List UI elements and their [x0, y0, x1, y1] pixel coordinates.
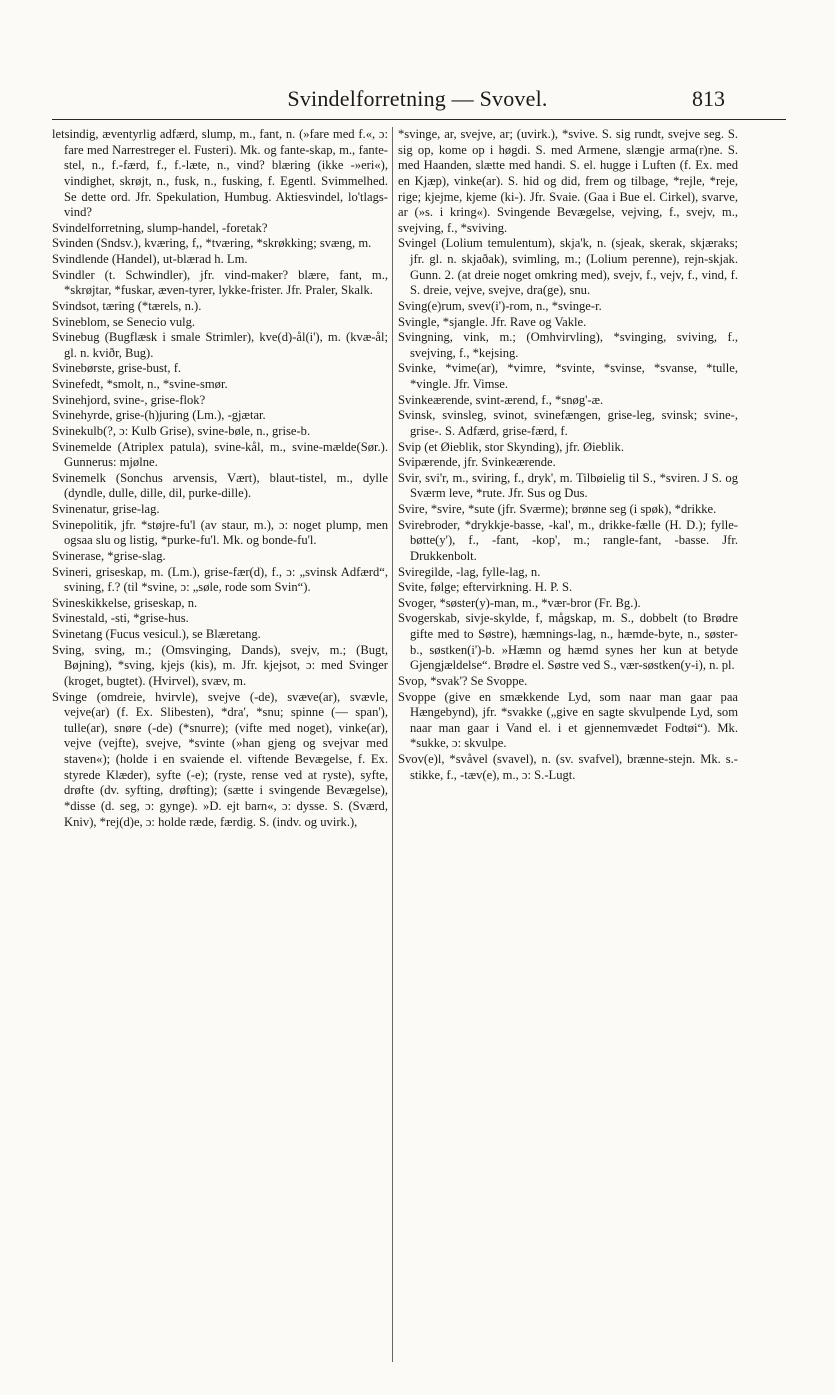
dictionary-entry: Svoppe (give en smækkende Lyd, som naar man gaar paa Hængebynd), jfr. *svakke („give en sagte skvulpende Lyd, som naar man gaar i Vand el. i et gjennemvædet Fodtøi“). Mk. *sukke, ɔ: skvulpe. [398, 689, 738, 751]
dictionary-entry: Svindelforretning, slump-handel, -foretak? [52, 220, 268, 235]
right-column [398, 127, 738, 783]
dictionary-entry: Svinemelde (Atriplex patula), svine-kål, m., svine-mælde(Sør.). Gunnerus: mjølne. [52, 439, 388, 470]
dictionary-entry: Svingning, vink, m.; (Omhvirvling), *svinging, sviving, f., svejving, f., *kejsing. [398, 330, 738, 360]
running-title: Svindelforretning — Svovel. [287, 86, 548, 111]
dictionary-entry: Svinkeærende, svint-ærend, f., *snøg'-æ. [398, 392, 604, 407]
left-column [52, 127, 388, 830]
dictionary-entry: Svineri, griseskap, m. (Lm.), grise-fær(d), f., ɔ: „svinsk Adfærd“, svining, f.? (til *svine, ɔ: „søle, rode som Svin“). [52, 564, 388, 595]
dictionary-entry: Svingle, *sjangle. Jfr. Rave og Vakle. [398, 314, 587, 329]
dictionary-entry: Svinehyrde, grise-(h)juring (Lm.), -gjætar. [52, 408, 266, 423]
dictionary-entry: Svinge (omdreie, hvirvle), svejve (-de), svæve(ar), svævle, vejve(ar) (f. Ex. Slibesten), *dra', *snu; spinne (— span'), tulle(ar), snøre (-de) (*snurre); (vifte med noget), vinke(ar), vejve (vejfte), svejve, *svinte (»han gjeng og svejvar med staven«); (holde i en svaiende el. viftende Bevægelse, f. Ex. styrede Klæder), syfte (-e); (ryste, rense ved at ryste), syfte, drøfte (dv. syfting, drøfting); (sætte i svingende Bevægelse), *disse (d. seg, ɔ: gynge). »D. ejt barn«, ɔ: dysse. S. (Sværd, Kniv), *rej(d)e, ɔ: holde ræde, færdig. S. (indv. og uvirk.), [52, 689, 388, 829]
dictionary-entry: Svirebroder, *drykkje-basse, -kal', m., drikke-fælle (H. D.); fylle-bøtte(y'), f., -fant, -kop', m.; rangle-fant, -basse. Jfr. Drukkenbolt. [398, 517, 738, 563]
dictionary-entry: Svir, svi'r, m., sviring, f., dryk', m. Tilbøielig til S., *sviren. J S. og Sværm leve, *rute. Jfr. Sus og Dus. [398, 470, 738, 501]
dictionary-entry: Svinke, *vime(ar), *vimre, *svinte, *svinse, *svanse, *tulle, *vingle. Jfr. Vimse. [398, 361, 738, 391]
dictionary-entry: Svip (et Øieblik, stor Skynding), jfr. Øieblik. [398, 439, 624, 454]
dictionary-entry: Svindsot, tæring (*tærels, n.). [52, 298, 202, 313]
dictionary-entry: Svinestald, -sti, *grise-hus. [52, 611, 189, 626]
dictionary-entry: Svinetang (Fucus vesicul.), se Blæretang. [52, 627, 261, 641]
dictionary-entry: Svinekulb(?, ɔ: Kulb Grise), svine-bøle, n., grise-b. [52, 423, 311, 438]
dictionary-entry: letsindig, æventyrlig adfærd, slump, m., fant, n. (»fare med f.«, ɔ: fare med Narrestreger el. Fusteri). Mk. og fante-skap, m., fante-stel, n., f.-færd, f., f.-læte, n., vind? blæring (ikke -»eri«), vindighet, skrøjt, n., fusk, n., fusking, f. Egentl. Svimmelhed. Se dette ord. Jfr. Spekulation, Humbug. Aktiesvindel, lo'tlags-vind? [52, 127, 388, 220]
dictionary-entry: Svinefedt, *smolt, n., *svine-smør. [52, 377, 228, 391]
dictionary-entry: Svindler (t. Schwindler), jfr. vind-maker? blære, fant, m., *skrøjtar, *fuskar, æven-tyrer, lykke-frister. Jfr. Praler, Skalk. [52, 267, 388, 298]
dictionary-entry: Svinenatur, grise-lag. [52, 502, 160, 516]
dictionary-entry: Svinebørste, grise-bust, f. [52, 361, 182, 376]
dictionary-entry: Svinden (Sndsv.), kværing, f,, *tværing, *skrøkking; svæng, m. [52, 236, 372, 251]
dictionary-entry: Svogerskab, sivje-skylde, f, mågskap, m. S., dobbelt (to Brødre gifte med to Søstre), hæmnings-lag, n., hæmde-byte, n., søster-b., søstken(i')-b. »Hæmn og hæmd synes her kun at betyde Gjengjældelse“. Brødre el. Søstre ved S., vær-søstken(y-i), n. pl. [398, 611, 738, 673]
dictionary-entry: *svinge, ar, svejve, ar; (uvirk.), *svive. S. sig rundt, svejve seg. S. sig op, kome op i høgdi. S. med Armene, slængje arma(r)ne. S. med Haanden, slætte med handi. S. el. hugge i Luften (f. Ex. med en Kjæp), vinke(ar). S. hid og did, frem og tilbage, *rejle, *reje, rige; kjejme, kjeme (ki-). Jfr. Svaie. (Gaa i Bue el. Cirkel), svarve, ar (»s. i kring«). Svingende Bevægelse, vejving, f., svejv, m., svejving, f., *sviving. [398, 127, 738, 235]
dictionary-entry: Svinepolitik, jfr. *støjre-fu'l (av staur, m.), ɔ: noget plump, men ogsaa slu og listig, *purke-fu'l. Mk. og bonde-fu'l. [52, 517, 388, 548]
column-divider [392, 127, 393, 1362]
dictionary-entry: Sving(e)rum, svev(i')-rom, n., *svinge-r. [398, 298, 602, 313]
page-header [0, 86, 835, 116]
header-rule [52, 119, 786, 120]
dictionary-entry: Svinerase, *grise-slag. [52, 548, 166, 563]
dictionary-entry: Svinebug (Bugflæsk i smale Strimler), kve(d)-ål(i'), m. (kvæ-ål; gl. n. kviðr, Bug). [52, 330, 388, 360]
dictionary-entry: Sving, sving, m.; (Omsvinging, Dands), svejv, m.; (Bugt, Bøjning), *sving, kjejs (kis), m. Jfr. kjejsot, ɔ: med Svinger (kroget, bugtet). (Hvirvel), svæv, m. [52, 642, 388, 688]
dictionary-entry: Svov(e)l, *svåvel (svavel), n. (sv. svafvel), brænne-stejn. Mk. s.-stikke, f., -tæv(e), m., ɔ: S.-Lugt. [398, 752, 738, 782]
dictionary-entry: Sviregilde, -lag, fylle-lag, n. [398, 564, 541, 579]
dictionary-entry: Svineskikkelse, griseskap, n. [52, 595, 198, 610]
page-number: 813 [692, 86, 725, 111]
dictionary-entry: Svop, *svak'? Se Svoppe. [398, 673, 528, 688]
dictionary-entry: Svoger, *søster(y)-man, m., *vær-bror (Fr. Bg.). [398, 595, 641, 610]
dictionary-entry: Svinemelk (Sonchus arvensis, Vært), blaut-tistel, m., dylle (dyndle, dulle, dille, dil, purke-dille). [52, 470, 388, 501]
dictionary-entry: Svinsk, svinsleg, svinot, svinefængen, grise-leg, svinsk; svine-, grise-. S. Adfærd, grise-færd, f. [398, 408, 738, 438]
dictionary-entry: Svindlende (Handel), ut-blærad h. Lm. [52, 252, 248, 266]
dictionary-entry: Svineblom, se Senecio vulg. [52, 314, 196, 329]
dictionary-entry: Svire, *svire, *sute (jfr. Sværme); brønne seg (i spøk), *drikke. [398, 502, 717, 516]
dictionary-entry: Svingel (Lolium temulentum), skja'k, n. (sjeak, skerak, skjæraks; jfr. gl. n. skjaðak), svimling, m.; (Lolium perenne), rejn-skjak. Gunn. 2. (at dreie noget omkring med), svejv, f., vejv, f., vind, f. S. dreie, vejve, svejve, dra(ge), snu. [398, 236, 738, 298]
dictionary-entry: Svipærende, jfr. Svinkeærende. [398, 455, 556, 470]
dictionary-entry: Svite, følge; eftervirkning. H. P. S. [398, 580, 573, 595]
dictionary-entry: Svinehjord, svine-, grise-flok? [52, 392, 206, 407]
